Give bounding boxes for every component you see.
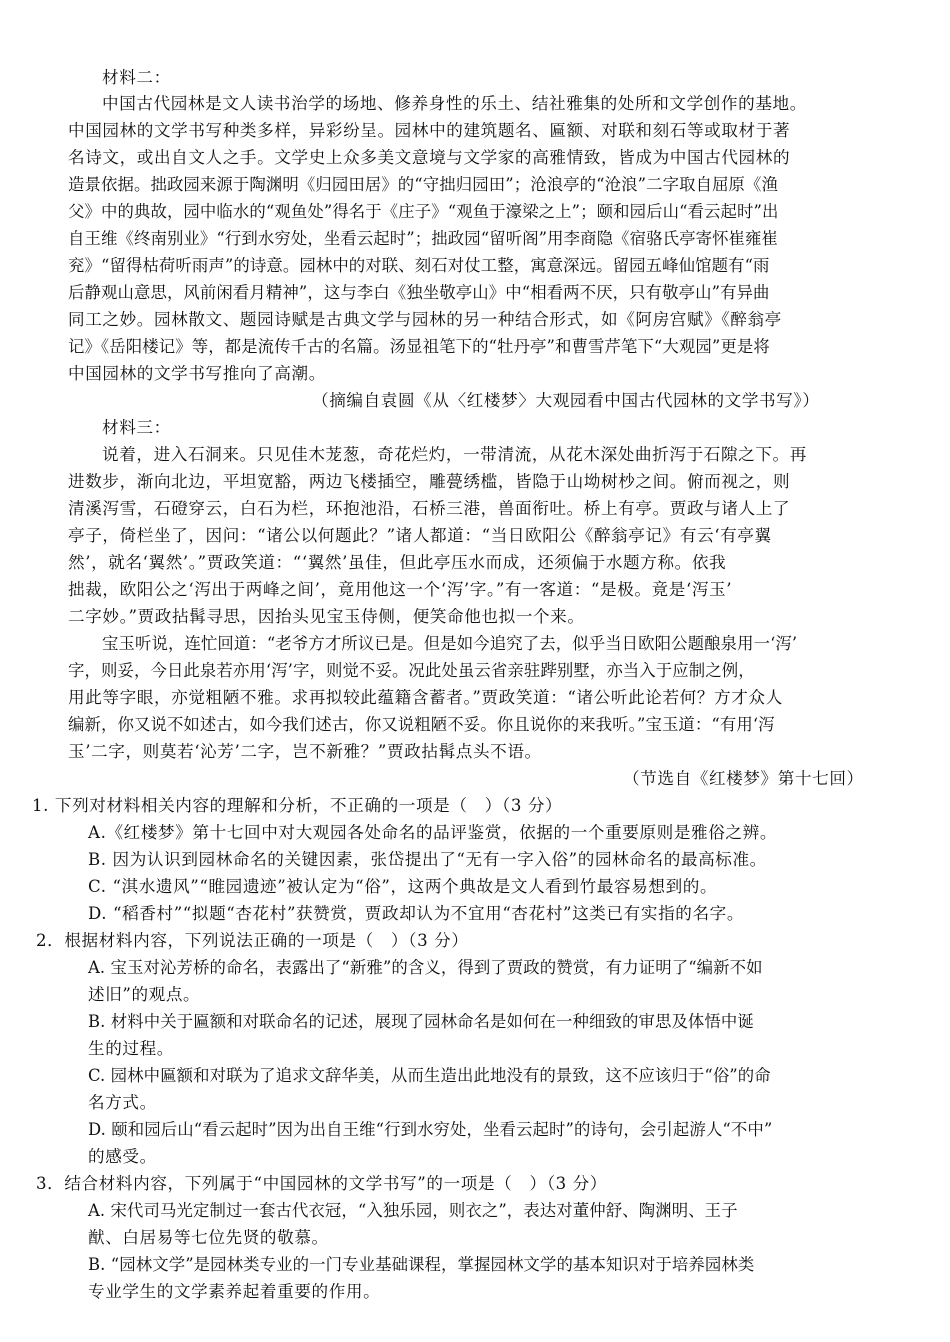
material2-source: （摘编自袁圆《从〈红楼梦〉大观园看中国古代园林的文学书写》） bbox=[312, 391, 820, 410]
question-3-option-a-cont: 猷、白居易等七位先贤的敬慕。 bbox=[88, 1228, 329, 1247]
question-2-option-c: C. 园林中匾额和对联为了追求文辞华美，从而生造出此地没有的景致，这不应该归于“俗”的命 bbox=[88, 1066, 771, 1085]
question-1-stem: 1. 下列对材料相关内容的理解和分析，不正确的一项是（ ）（3 分） bbox=[32, 796, 563, 815]
material3-para2-line: 宝玉听说，连忙回道：“老爷方才所议已是。但是如今追究了去，似乎当日欧阳公题酿泉用一‘泻’ bbox=[102, 634, 798, 653]
material2-line: 中国园林的文学书写种类多样，异彩纷呈。园林中的建筑题名、匾额、对联和刻石等或取材于著 bbox=[68, 121, 791, 140]
material2-line: 中国园林的文学书写推向了高潮。 bbox=[68, 364, 326, 383]
question-2-option-c-cont: 名方式。 bbox=[88, 1093, 157, 1112]
question-2-stem: 2．根据材料内容，下列说法正确的一项是（ ）（3 分） bbox=[36, 931, 469, 950]
material2-line: 父》中的典故，园中临水的“观鱼处”得名于《庄子》“观鱼于濠梁之上”；颐和园后山“看云起时”出 bbox=[68, 202, 779, 221]
question-2-option-b-cont: 生的过程。 bbox=[88, 1039, 174, 1058]
material3-para1-line: 然’，就名‘翼然’。”贾政笑道：“‘翼然’虽佳，但此亭压水而成，还须偏于水题方称。依我 bbox=[68, 553, 727, 572]
material3-para1-line: 拙裁，欧阳公之‘泻出于两峰之间’，竟用他这一个‘泻’字。”有一客道：“是极。竟是‘泻玉’ bbox=[68, 580, 733, 599]
material3-para1-line: 亭子，倚栏坐了，因问：“诸公以何题此？”诸人都道：“当日欧阳公《醉翁亭记》有云‘有亭翼 bbox=[68, 526, 772, 545]
question-2-option-a: A. 宝玉对沁芳桥的命名，表露出了“新雅”的含义，得到了贾政的赞赏，有力证明了“编新不如 bbox=[88, 958, 763, 977]
material3-para1-line: 进数步，渐向北边，平坦宽豁，两边飞楼插空，雕甍绣槛，皆隐于山坳树杪之间。俯而视之，则 bbox=[68, 472, 791, 491]
material2-line: 后静观山意思，风前闲看月精神”，这与李白《独坐敬亭山》中“相看两不厌，只有敬亭山”有异曲 bbox=[68, 283, 770, 302]
question-2-option-d: D. 颐和园后山“看云起时”因为出自王维“行到水穷处，坐看云起时”的诗句，会引起游人“不中” bbox=[88, 1120, 773, 1139]
material3-heading: 材料三： bbox=[102, 418, 171, 437]
material2-line: 记》《岳阳楼记》等，都是流传千古的名篇。汤显祖笔下的“牡丹亭”和曹雪芹笔下“大观园”更是将 bbox=[68, 337, 770, 356]
question-1-option-d: D. “稻香村”“拟题“杏花村”获赞赏，贾政却认为不宜用“杏花村”这类已有实指的名字。 bbox=[88, 904, 745, 923]
question-3-option-b-cont: 专业学生的文学素养起着重要的作用。 bbox=[88, 1282, 381, 1301]
material2-line: 造景依据。拙政园来源于陶渊明《归园田居》的“守拙归园田”；沧浪亭的“沧浪”二字取自屈原《渔 bbox=[68, 175, 779, 194]
material3-para2-line: 用此等字眼，亦觉粗陋不雅。求再拟较此蕴籍含蓄者。”贾政笑道：“诸公听此论若何？方才众人 bbox=[68, 688, 783, 707]
question-2-option-d-cont: 的感受。 bbox=[88, 1147, 157, 1166]
material2-heading: 材料二： bbox=[102, 68, 171, 87]
material3-para2-line: 编新，你又说不如述古，如今我们述古，你又说粗陋不妥。你且说你的来我听。”宝玉道：“有用‘泻 bbox=[68, 715, 775, 734]
material3-para1-line: 二字妙。”贾政拈髯寻思，因抬头见宝玉侍侧，便笑命他也拟一个来。 bbox=[68, 607, 585, 626]
question-3-option-a: A. 宋代司马光定制过一套古代衣冠，“入独乐园，则衣之”，表达对董仲舒、陶渊明、王子 bbox=[88, 1201, 738, 1220]
material3-para2-line: 字，则妥，今日此泉若亦用‘泻’字，则觉不妥。况此处虽云省亲驻跸别墅，亦当入于应制之例， bbox=[68, 661, 755, 680]
question-3-stem: 3．结合材料内容，下列属于“中国园林的文学书写”的一项是（ ）（3 分） bbox=[36, 1174, 608, 1193]
material3-para2-line: 玉’二字，则莫若‘沁芳’二字，岂不新雅？”贾政拈髯点头不语。 bbox=[68, 742, 542, 761]
question-1-option-a: A.《红楼梦》第十七回中对大观园各处命名的品评鉴赏，依据的一个重要原则是雅俗之辨。 bbox=[88, 823, 778, 842]
question-1-option-b: B. 因为认识到园林命名的关键因素，张岱提出了“无有一字入俗”的园林命名的最高标准。 bbox=[88, 850, 767, 869]
material3-para1-line: 说着，进入石洞来。只见佳木茏葱，奇花烂灼，一带清流，从花木深处曲折泻于石隙之下。再 bbox=[102, 445, 807, 464]
material3-para1-line: 清溪泻雪，石磴穿云，白石为栏，环抱池沿，石桥三港，兽面衔吐。桥上有亭。贾政与诸人上了 bbox=[68, 499, 791, 518]
question-3-option-b: B. “园林文学”是园林类专业的一门专业基础课程，掌握园林文学的基本知识对于培养园林类 bbox=[88, 1255, 755, 1274]
material2-line: 中国古代园林是文人读书治学的场地、修养身性的乐土、结社雅集的处所和文学创作的基地。 bbox=[102, 94, 807, 113]
material2-line: 名诗文，或出自文人之手。文学史上众多美文意境与文学家的高雅情致，皆成为中国古代园林的 bbox=[68, 148, 791, 167]
material2-line: 同工之妙。园林散文、题园诗赋是古典文学与园林的另一种结合形式，如《阿房宫赋》《醉翁亭 bbox=[68, 310, 782, 329]
question-2-option-b: B. 材料中关于匾额和对联命名的记述，展现了园林命名是如何在一种细致的审思及体悟中诞 bbox=[88, 1012, 754, 1031]
question-1-option-c: C. “淇水遗风”“睢园遗迹”被认定为“俗”，这两个典故是文人看到竹最容易想到的。 bbox=[88, 877, 718, 896]
material3-source: （节选自《红楼梦》第十七回） bbox=[623, 769, 864, 788]
material2-line: 自王维《终南别业》“行到水穷处，坐看云起时”；拙政园“留听阁”用李商隐《宿骆氏亭寄怀崔雍崔 bbox=[68, 229, 779, 248]
material2-line: 兖》“留得枯荷听雨声”的诗意。园林中的对联、刻石对仗工整，寓意深远。留园五峰仙馆题有“雨 bbox=[68, 256, 770, 275]
question-2-option-a-cont: 述旧”的观点。 bbox=[88, 985, 201, 1004]
